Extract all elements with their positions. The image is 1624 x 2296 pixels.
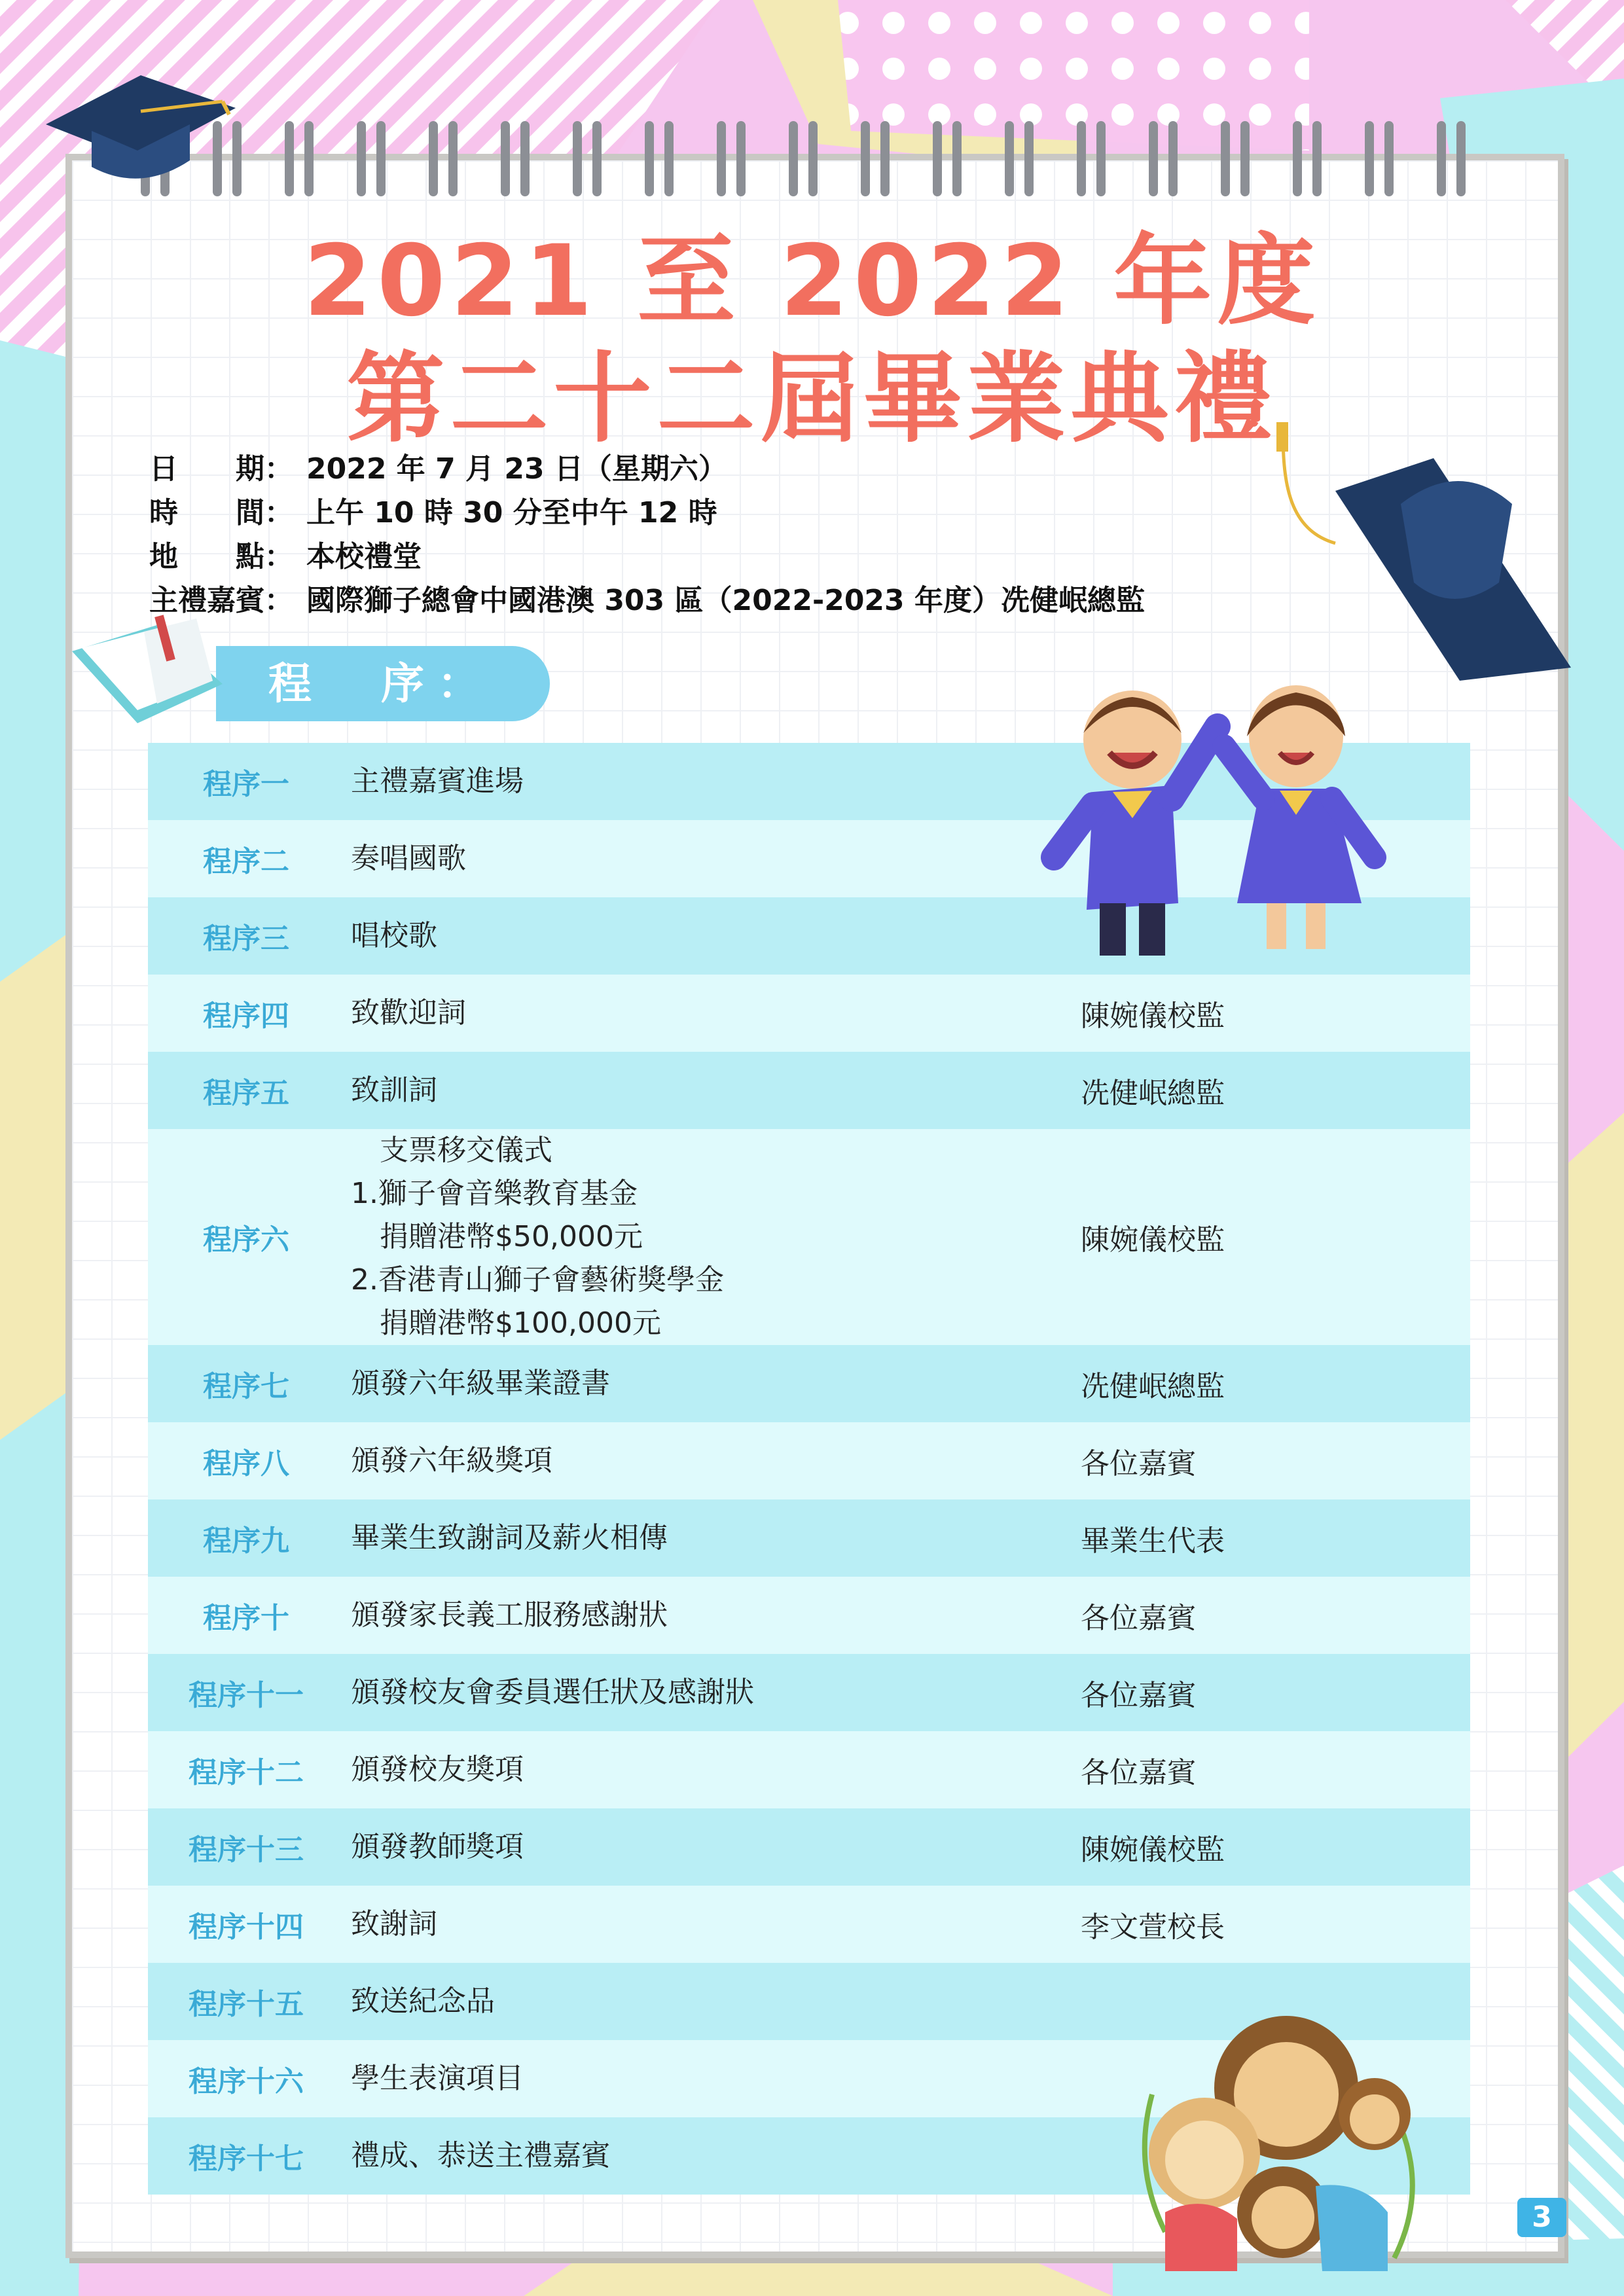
program-item-line: 2.香港青山獅子會藝術獎學金 bbox=[351, 1263, 724, 1297]
info-row-date bbox=[149, 445, 1145, 489]
spiral-ring bbox=[717, 121, 726, 196]
program-number: 程序十一 bbox=[189, 1679, 304, 1712]
program-item: 禮成、恭送主禮嘉賓 bbox=[351, 2139, 610, 2172]
program-item-line: 支票移交儀式 bbox=[351, 1134, 552, 1167]
spiral-ring bbox=[808, 121, 818, 196]
table-row bbox=[148, 1345, 1470, 1422]
table-row bbox=[148, 1577, 1470, 1654]
spiral-ring bbox=[645, 121, 654, 196]
section-title: 程 序： bbox=[216, 646, 550, 721]
lion-family-illustration bbox=[1126, 1996, 1434, 2271]
program-number: 程序十 bbox=[203, 1602, 289, 1635]
spiral-ring bbox=[1024, 121, 1034, 196]
program-item: 畢業生致謝詞及薪火相傳 bbox=[351, 1521, 668, 1554]
table-row bbox=[148, 1808, 1470, 1886]
spiral-ring bbox=[880, 121, 890, 196]
spiral-ring bbox=[1221, 121, 1230, 196]
program-item: 頒發六年級畢業證書 bbox=[351, 1367, 610, 1400]
program-item: 致送紀念品 bbox=[351, 1984, 495, 2018]
program-item bbox=[344, 1129, 1081, 1345]
program-presenter: 冼健岷總監 bbox=[1081, 1077, 1225, 1110]
spiral-ring bbox=[376, 121, 386, 196]
table-row bbox=[148, 1499, 1470, 1577]
page-number: 3 bbox=[1517, 2198, 1566, 2237]
spiral-ring bbox=[357, 121, 366, 196]
program-item: 學生表演項目 bbox=[351, 2062, 524, 2095]
program-number: 程序九 bbox=[203, 1524, 289, 1558]
program-number: 程序六 bbox=[203, 1223, 289, 1257]
spiral-ring bbox=[1312, 121, 1322, 196]
program-item: 主禮嘉賓進場 bbox=[351, 764, 524, 798]
program-item-line: 捐贈港幣$50,000元 bbox=[351, 1220, 643, 1253]
spiral-binding bbox=[141, 121, 1489, 200]
spiral-ring bbox=[1096, 121, 1106, 196]
program-item: 頒發校友獎項 bbox=[351, 1753, 524, 1786]
info-row-time bbox=[149, 489, 1145, 533]
program-item-line: 1.獅子會音樂教育基金 bbox=[351, 1177, 638, 1210]
program-item: 奏唱國歌 bbox=[351, 842, 466, 875]
spiral-ring bbox=[1365, 121, 1374, 196]
info-label: 日 期： bbox=[149, 452, 293, 486]
program-number: 程序十四 bbox=[189, 1910, 304, 1944]
info-value: 國際獅子總會中國港澳 303 區（2022-2023 年度）冼健岷總監 bbox=[306, 584, 1145, 617]
program-number: 程序十七 bbox=[189, 2142, 304, 2176]
spiral-ring bbox=[285, 121, 294, 196]
table-row bbox=[148, 975, 1470, 1052]
program-item: 唱校歌 bbox=[351, 919, 437, 952]
program-item: 致歡迎詞 bbox=[351, 996, 466, 1030]
program-presenter: 各位嘉賓 bbox=[1081, 1602, 1196, 1635]
program-number: 程序五 bbox=[203, 1077, 289, 1110]
info-value: 本校禮堂 bbox=[306, 540, 422, 573]
spiral-ring bbox=[304, 121, 314, 196]
spiral-ring bbox=[664, 121, 674, 196]
table-row bbox=[148, 1886, 1470, 1963]
table-row bbox=[148, 1052, 1470, 1129]
info-label: 時 間： bbox=[149, 496, 293, 529]
program-item: 頒發六年級獎項 bbox=[351, 1444, 552, 1477]
event-info bbox=[149, 445, 1145, 620]
program-presenter: 李文萱校長 bbox=[1081, 1910, 1225, 1944]
program-number: 程序十五 bbox=[189, 1988, 304, 2021]
info-row-guest bbox=[149, 577, 1145, 620]
table-row bbox=[148, 1654, 1470, 1731]
spiral-ring bbox=[448, 121, 458, 196]
spiral-ring bbox=[736, 121, 746, 196]
spiral-ring bbox=[1240, 121, 1250, 196]
info-label: 主禮嘉賓： bbox=[149, 584, 293, 617]
title-ceremony: 第二十二屆畢業典禮 bbox=[346, 342, 1278, 456]
spiral-ring bbox=[1077, 121, 1086, 196]
program-number: 程序十二 bbox=[189, 1756, 304, 1789]
program-number: 程序二 bbox=[203, 845, 289, 878]
spiral-ring bbox=[1437, 121, 1446, 196]
program-item: 致訓詞 bbox=[351, 1073, 437, 1107]
title-year: 2021 至 2022 年度 bbox=[303, 224, 1321, 338]
table-row bbox=[148, 1731, 1470, 1808]
graduation-cap-icon bbox=[33, 62, 249, 187]
info-value: 2022 年 7 月 23 日（星期六） bbox=[306, 452, 727, 486]
children-graduates-illustration bbox=[1034, 674, 1414, 982]
program-presenter: 各位嘉賓 bbox=[1081, 1447, 1196, 1480]
program-presenter: 畢業生代表 bbox=[1081, 1524, 1225, 1558]
spiral-ring bbox=[952, 121, 962, 196]
spiral-ring bbox=[501, 121, 510, 196]
spiral-ring bbox=[1293, 121, 1302, 196]
program-item: 頒發教師獎項 bbox=[351, 1830, 524, 1863]
spiral-ring bbox=[1005, 121, 1014, 196]
program-number: 程序八 bbox=[203, 1447, 289, 1480]
spiral-ring bbox=[861, 121, 870, 196]
spiral-ring bbox=[933, 121, 942, 196]
table-row bbox=[148, 1129, 1470, 1345]
info-label: 地 點： bbox=[149, 540, 293, 573]
spiral-ring bbox=[1149, 121, 1158, 196]
spiral-ring bbox=[520, 121, 530, 196]
program-number: 程序十六 bbox=[189, 2065, 304, 2098]
program-presenter: 陳婉儀校監 bbox=[1081, 1223, 1225, 1257]
spiral-ring bbox=[573, 121, 582, 196]
spiral-ring bbox=[1384, 121, 1394, 196]
program-number: 程序四 bbox=[203, 999, 289, 1033]
open-book-icon bbox=[65, 612, 236, 743]
program-number: 程序七 bbox=[203, 1370, 289, 1403]
program-presenter: 各位嘉賓 bbox=[1081, 1679, 1196, 1712]
spiral-ring bbox=[429, 121, 438, 196]
spiral-ring bbox=[789, 121, 798, 196]
spiral-ring bbox=[592, 121, 602, 196]
program-item: 致謝詞 bbox=[351, 1907, 437, 1941]
spiral-ring bbox=[1168, 121, 1178, 196]
program-number: 程序三 bbox=[203, 922, 289, 956]
program-presenter: 冼健岷總監 bbox=[1081, 1370, 1225, 1403]
program-presenter: 陳婉儀校監 bbox=[1081, 1833, 1225, 1867]
program-item: 頒發校友會委員選任狀及感謝狀 bbox=[351, 1676, 754, 1709]
program-item: 頒發家長義工服務感謝狀 bbox=[351, 1598, 668, 1632]
spiral-ring bbox=[1456, 121, 1466, 196]
program-item-line: 捐贈港幣$100,000元 bbox=[351, 1306, 661, 1340]
info-value: 上午 10 時 30 分至中午 12 時 bbox=[306, 496, 717, 529]
table-row bbox=[148, 1422, 1470, 1499]
program-number: 程序十三 bbox=[189, 1833, 304, 1867]
program-presenter: 陳婉儀校監 bbox=[1081, 999, 1225, 1033]
info-row-venue bbox=[149, 533, 1145, 577]
program-presenter: 各位嘉賓 bbox=[1081, 1756, 1196, 1789]
program-number: 程序一 bbox=[203, 768, 289, 801]
